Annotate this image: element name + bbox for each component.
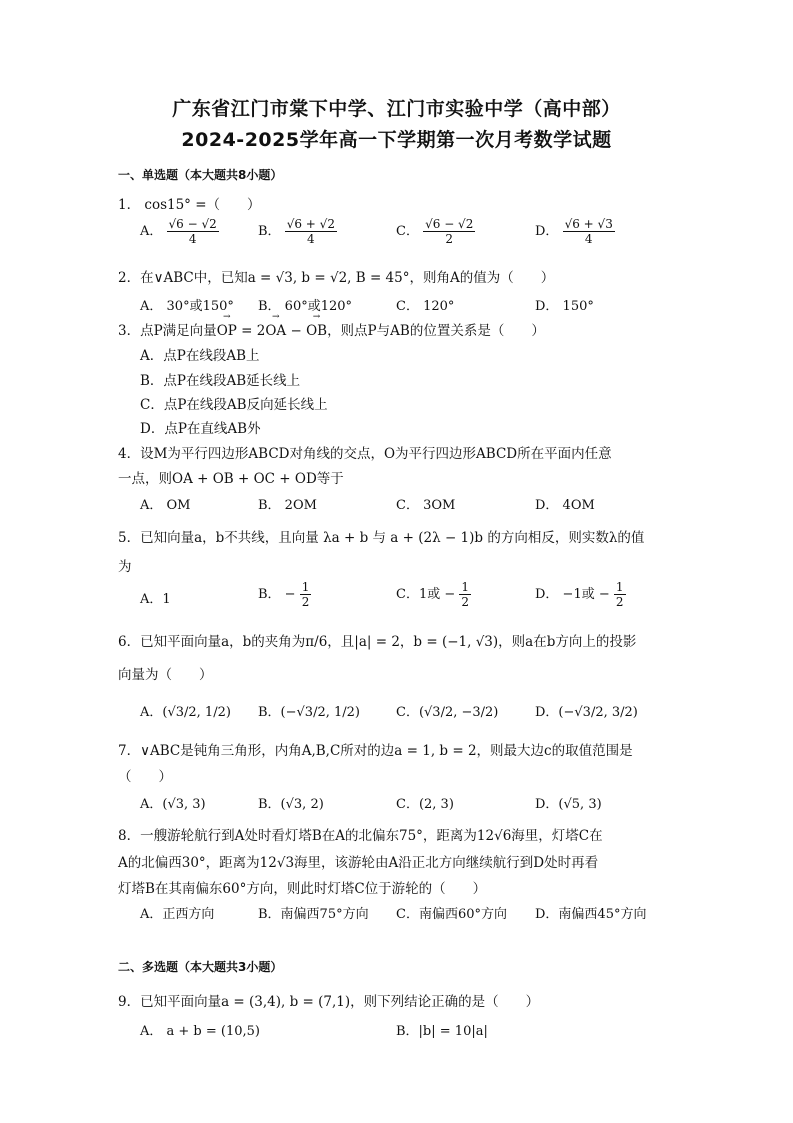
question-4-line-2: 一点，则OA + OB + OC + OD等于 xyxy=(118,471,344,487)
question-4-option-d: D． 4OM xyxy=(535,498,595,513)
question-3-option-c: C．点P在线段AB反向延长线上 xyxy=(140,397,328,413)
question-7-option-d: D．(√5, 3) xyxy=(535,797,602,812)
question-5-line-2: 为 xyxy=(118,559,132,575)
question-1-option-b: B． $\frac{√6 + √2}{4}$ xyxy=(258,217,335,246)
question-8-option-d: D．南偏西45°方向 xyxy=(535,907,647,922)
question-4-line-1: 4．设M为平行四边形ABCD对角线的交点，O为平行四边形ABCD所在平面内任意 xyxy=(118,446,612,462)
question-5-option-c: C．1或 − $\frac{1}{2}$ xyxy=(396,580,470,609)
question-1-option-a: A． $\frac{√6 - √2}{4}$ xyxy=(140,217,217,246)
question-8-line-2: A的北偏西30°，距离为12√3海里，该游轮由A沿正北方向继续航行到D处时再看 xyxy=(118,855,599,871)
question-9-option-a: A． a + b = (10,5) xyxy=(140,1024,260,1039)
question-2-stem: 2．在∨ABC中，已知a = √3, b = √2, B = 45°，则角A的值为（ ） xyxy=(118,270,555,286)
section-heading-multiple-choice: 二、多选题（本大题共3小题） xyxy=(118,960,283,974)
question-6-option-d: D．(−√3/2, 3/2) xyxy=(535,705,638,720)
question-6-option-c: C．(√3/2, −3/2) xyxy=(396,705,499,720)
question-1-option-c: C． $\frac{√6 - √2}{2}$ xyxy=(396,217,474,246)
section-heading-single-choice: 一、单选题（本大题共8小题） xyxy=(118,168,283,182)
question-5-option-a: A．1 xyxy=(140,592,171,607)
question-2-option-a: A． 30°或150° xyxy=(140,299,234,314)
question-4-option-a: A． OM xyxy=(140,498,191,513)
question-7-line-1: 7．∨ABC是钝角三角形，内角A,B,C所对的边a = 1, b = 2，则最大边c的取值范围是 xyxy=(118,743,633,759)
question-3-option-d: D．点P在直线AB外 xyxy=(140,421,261,437)
question-9-option-b: B．|b| = 10|a| xyxy=(396,1024,488,1039)
question-1-stem: 1． cos15° =（ ） xyxy=(118,197,261,213)
question-5-option-b: B． − $\frac{1}{2}$ xyxy=(258,580,310,609)
question-3-option-b: B．点P在线段AB延长线上 xyxy=(140,373,301,389)
question-8-line-1: 8．一艘游轮航行到A处时看灯塔B在A的北偏东75°，距离为12√6海里，灯塔C在 xyxy=(118,828,603,844)
question-6-option-b: B．(−√3/2, 1/2) xyxy=(258,705,360,720)
question-1-option-d: D． $\frac{√6 + √3}{4}$ xyxy=(535,217,613,246)
question-9-stem: 9．已知平面向量a = (3,4), b = (7,1)，则下列结论正确的是（ ） xyxy=(118,994,540,1010)
question-2-option-b: B． 60°或120° xyxy=(258,299,353,314)
question-5-line-1: 5．已知向量a，b不共线，且向量 λa + b 与 a + (2λ − 1)b 的方向相反，则实数λ的值 xyxy=(118,530,645,546)
question-7-option-a: A．(√3, 3) xyxy=(140,797,206,812)
question-7-line-2: （ ） xyxy=(118,769,172,785)
question-3-stem: 3．点P满足向量→ OP = 2→ OA − → OB，则点P与AB的位置关系是（ ） xyxy=(118,319,545,339)
question-3-option-a: A．点P在线段AB上 xyxy=(140,348,260,364)
question-6-option-a: A．(√3/2, 1/2) xyxy=(140,705,231,720)
question-4-option-c: C． 3OM xyxy=(396,498,456,513)
question-2-option-d: D． 150° xyxy=(535,299,594,314)
title-line-1: 广东省江门市棠下中学、江门市实验中学（高中部） xyxy=(172,98,621,120)
title-line-2: 2024-2025学年高一下学期第一次月考数学试题 xyxy=(181,129,612,151)
question-6-line-2: 向量为（ ） xyxy=(118,667,213,683)
question-8-option-a: A．正西方向 xyxy=(140,907,215,922)
question-2-option-c: C． 120° xyxy=(396,299,455,314)
question-7-option-b: B．(√3, 2) xyxy=(258,797,324,812)
question-8-option-b: B．南偏西75°方向 xyxy=(258,907,369,922)
question-6-line-1: 6．已知平面向量a，b的夹角为π/6，且|a| = 2，b = (−1, √3)，则a在b方向上的投影 xyxy=(118,634,637,650)
question-8-line-3: 灯塔B在其南偏东60°方向，则此时灯塔C位于游轮的（ ） xyxy=(118,881,487,897)
question-7-option-c: C．(2, 3) xyxy=(396,797,454,812)
question-5-option-d: D． −1或 − $\frac{1}{2}$ xyxy=(535,580,624,609)
question-4-option-b: B． 2OM xyxy=(258,498,317,513)
question-8-option-c: C．南偏西60°方向 xyxy=(396,907,507,922)
